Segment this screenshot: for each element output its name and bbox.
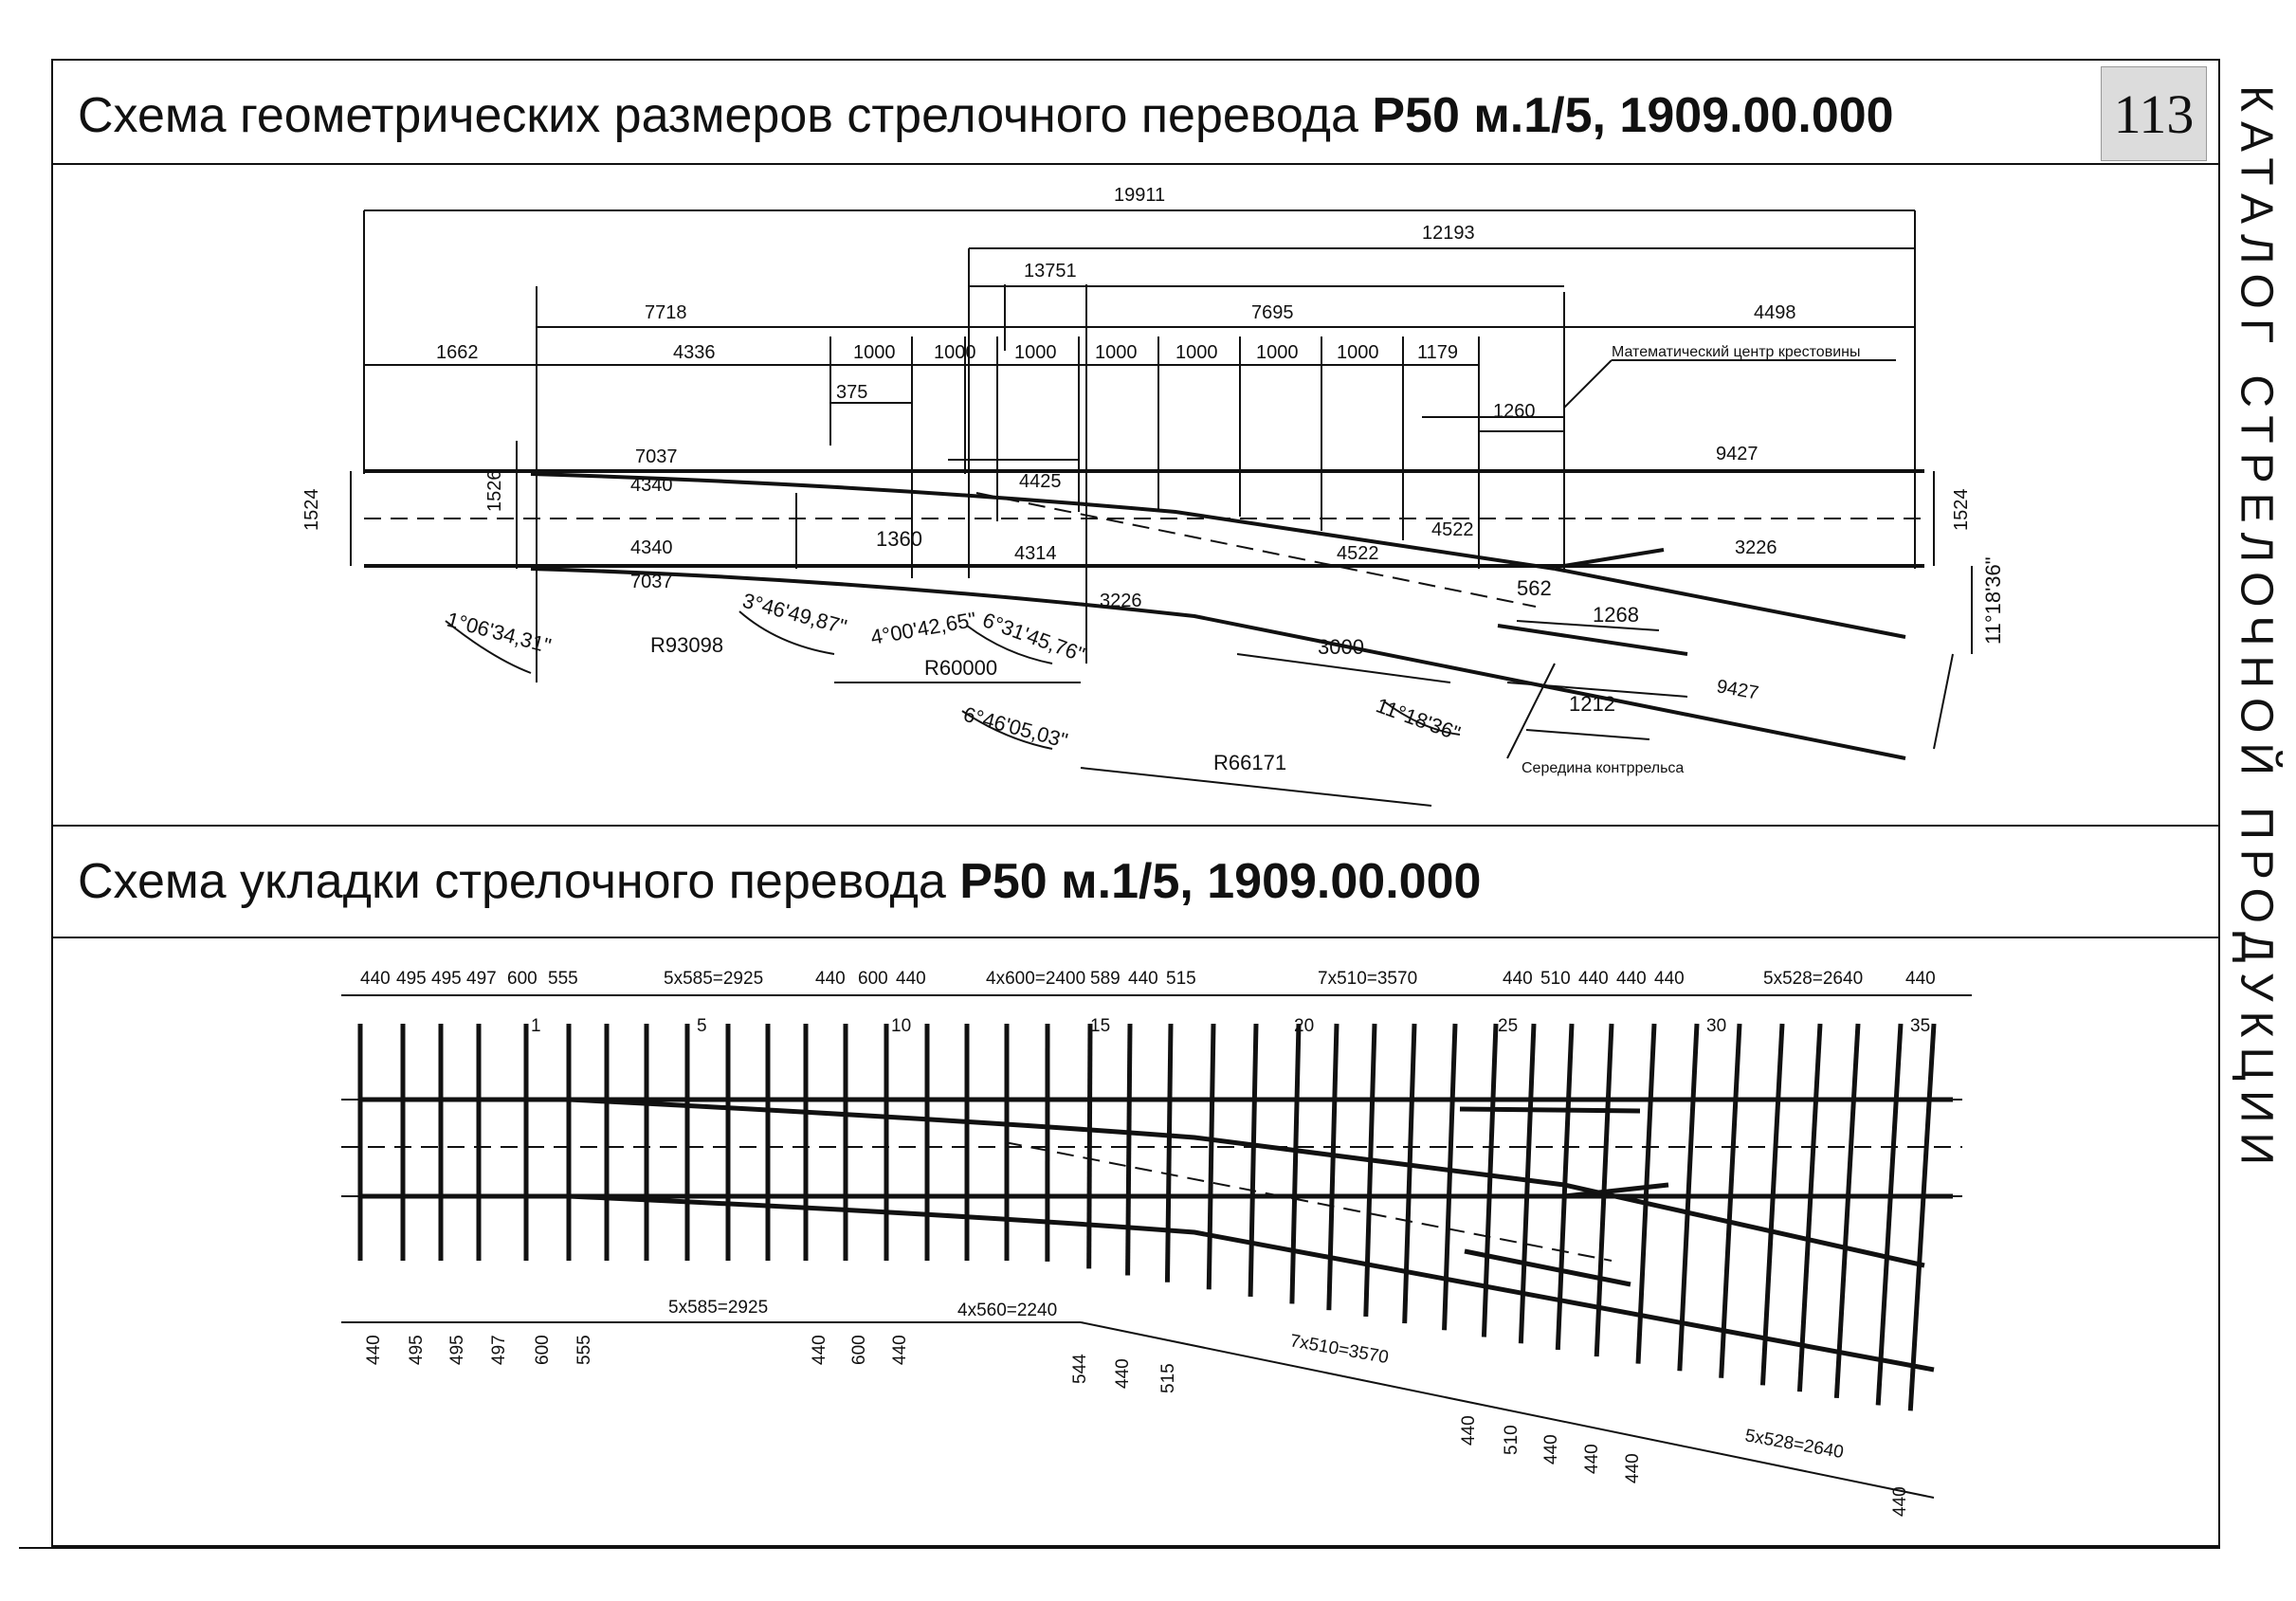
sleeper-number: 20 — [1294, 1016, 1315, 1036]
n-9427b: 9427 — [1715, 676, 1760, 704]
dim-12193: 12193 — [1422, 223, 1475, 244]
bottom-spacing-label: 440 — [810, 1335, 829, 1365]
top-spacing-label: 440 — [1128, 969, 1158, 989]
bottom-spacing-label: 440 — [364, 1335, 384, 1365]
top-spacing-label: 497 — [466, 969, 497, 989]
top-spacing-label: 555 — [548, 969, 578, 989]
dim-row-4: 1000 — [1014, 342, 1057, 363]
top-spacing-label: 7x510=3570 — [1318, 969, 1418, 989]
dim-7695: 7695 — [1251, 302, 1294, 323]
n-1268: 1268 — [1593, 603, 1639, 627]
group-spacing-label: 7x510=3570 — [1288, 1331, 1391, 1369]
dim-row-6: 1000 — [1175, 342, 1218, 363]
angle-6: 11°18'36" — [1373, 693, 1464, 746]
top-spacing-label: 440 — [1503, 969, 1533, 989]
sleeper-number: 5 — [697, 1016, 707, 1036]
n-4522b: 4522 — [1431, 519, 1474, 540]
dim-row-9: 1179 — [1417, 342, 1459, 363]
sleeper-number: 35 — [1910, 1016, 1931, 1036]
sleeper-number: 30 — [1706, 1016, 1727, 1036]
r60000: R60000 — [924, 656, 998, 680]
n-562: 562 — [1517, 576, 1552, 600]
n-3226: 3226 — [1735, 537, 1777, 558]
gauge-1526: 1526 — [484, 469, 505, 512]
top-spacing-label: 440 — [1578, 969, 1609, 989]
sleeper — [1722, 1024, 1740, 1378]
top-spacing-label: 440 — [360, 969, 391, 989]
dim-375: 375 — [836, 382, 868, 403]
group-spacing-label: 5x528=2640 — [1743, 1426, 1846, 1464]
sleeper — [1128, 1024, 1130, 1275]
n-7037b: 7037 — [630, 572, 673, 592]
top-spacing-label: 440 — [1616, 969, 1647, 989]
sleeper-number: 1 — [531, 1016, 541, 1036]
bottom-spacing-label: 440 — [1890, 1486, 1910, 1517]
n-4522: 4522 — [1337, 543, 1379, 564]
top-spacing-label: 589 — [1090, 969, 1121, 989]
n-1360: 1360 — [876, 527, 922, 551]
sleeper — [1329, 1024, 1337, 1310]
gauge-left: 1524 — [301, 488, 322, 531]
sleeper — [1799, 1024, 1820, 1392]
dim-row-1: 4336 — [673, 342, 716, 363]
sleeper — [1836, 1024, 1858, 1398]
bottom-spacing-label: 440 — [1541, 1434, 1561, 1465]
dim-row-3: 1000 — [934, 342, 976, 363]
top-spacing-label: 600 — [507, 969, 538, 989]
top-spacing-label: 440 — [1654, 969, 1685, 989]
bottom-spacing-label: 440 — [1582, 1444, 1602, 1474]
n-9427: 9427 — [1716, 444, 1758, 464]
top-spacing-label: 440 — [896, 969, 926, 989]
bottom-spacing-label: 544 — [1070, 1354, 1090, 1384]
sleeper — [1878, 1024, 1901, 1405]
n-3226b: 3226 — [1100, 591, 1142, 611]
n-4340b: 4340 — [630, 537, 673, 558]
dim-row-5: 1000 — [1095, 342, 1138, 363]
top-spacing-label: 440 — [815, 969, 846, 989]
top-spacing-label: 515 — [1166, 969, 1196, 989]
r66171: R66171 — [1213, 751, 1287, 774]
dim-row-7: 1000 — [1256, 342, 1299, 363]
sleeper-number: 15 — [1090, 1016, 1111, 1036]
side-caption: КАТАЛОГ СТРЕЛОЧНОЙ ПРОДУКЦИИ — [2231, 85, 2282, 1174]
sleeper — [1638, 1024, 1654, 1364]
dim-4498: 4498 — [1754, 302, 1796, 323]
top-spacing-label: 4x600=2400 — [986, 969, 1086, 989]
n-4314: 4314 — [1014, 543, 1057, 564]
angle-4: 6°31'45,76" — [979, 608, 1088, 667]
bottom-spacing-label: 555 — [574, 1335, 594, 1365]
r93098: R93098 — [650, 633, 724, 657]
dim-row-8: 1000 — [1337, 342, 1379, 363]
top-spacing-label: 5x528=2640 — [1763, 969, 1864, 989]
n-4340: 4340 — [630, 475, 673, 496]
top-spacing-label: 440 — [1905, 969, 1936, 989]
bottom-spacing-label: 440 — [1113, 1358, 1133, 1389]
n-7037: 7037 — [635, 446, 678, 467]
sleeper — [1762, 1024, 1782, 1385]
bottom-spacing-label: 600 — [849, 1335, 869, 1365]
sleeper — [1910, 1024, 1934, 1410]
geometry-title: Схема геометрических размеров стрелочного перевода P50 м.1/5, 1909.00.000 — [78, 88, 1894, 143]
gauge-right: 1524 — [1951, 488, 1972, 531]
top-spacing-label: 600 — [858, 969, 888, 989]
n-4425: 4425 — [1019, 471, 1062, 492]
layout-title: Схема укладки стрелочного перевода P50 м.1/5, 1909.00.000 — [78, 854, 1482, 909]
sleeper — [1209, 1024, 1213, 1289]
mid-guardrail-label: Середина контррельса — [1522, 760, 1685, 776]
top-spacing-label: 510 — [1540, 969, 1571, 989]
sleeper — [1405, 1024, 1414, 1323]
page-number: 113 — [2101, 66, 2207, 161]
angle-1: 1°06'34,31" — [444, 607, 554, 658]
sleeper — [1366, 1024, 1375, 1317]
bottom-spacing-label: 440 — [890, 1335, 910, 1365]
dim-7718: 7718 — [645, 302, 687, 323]
n-3000: 3000 — [1318, 635, 1364, 659]
bottom-spacing-label: 600 — [533, 1335, 553, 1365]
bottom-spacing-label: 495 — [407, 1335, 427, 1365]
sleeper — [1445, 1024, 1455, 1330]
bottom-spacing-label: 510 — [1502, 1425, 1522, 1455]
bottom-spacing-label: 515 — [1158, 1363, 1178, 1393]
group-spacing-label: 5x585=2925 — [668, 1298, 769, 1318]
angle-2: 3°46'49,87" — [739, 588, 849, 639]
sleeper — [1167, 1024, 1171, 1283]
bottom-spacing-label: 440 — [1459, 1415, 1479, 1446]
sleeper-number: 10 — [891, 1016, 912, 1036]
angle-3: 4°00'42,65" — [868, 607, 978, 649]
sleeper — [1089, 1024, 1090, 1268]
group-spacing-label: 4x560=2240 — [957, 1301, 1058, 1320]
top-spacing-label: 5x585=2925 — [664, 969, 764, 989]
dim-1260: 1260 — [1493, 401, 1536, 422]
top-spacing-label: 495 — [431, 969, 462, 989]
dim-row-2: 1000 — [853, 342, 896, 363]
bottom-spacing-label: 440 — [1623, 1453, 1643, 1483]
angle-5: 6°46'05,03" — [960, 701, 1070, 753]
math-center-label: Математический центр крестовины — [1612, 344, 1861, 360]
bottom-spacing-label: 495 — [447, 1335, 467, 1365]
sleeper — [1250, 1024, 1256, 1297]
sleeper — [1292, 1024, 1299, 1303]
dim-13751: 13751 — [1024, 261, 1077, 282]
sleeper-number: 25 — [1498, 1016, 1519, 1036]
top-spacing-label: 495 — [396, 969, 427, 989]
n-1212: 1212 — [1569, 692, 1615, 716]
bottom-spacing-label: 497 — [489, 1335, 509, 1365]
dim-row-0: 1662 — [436, 342, 479, 363]
dim-total: 19911 — [1114, 185, 1166, 206]
angle-7: 11°18'36" — [1981, 556, 2005, 645]
